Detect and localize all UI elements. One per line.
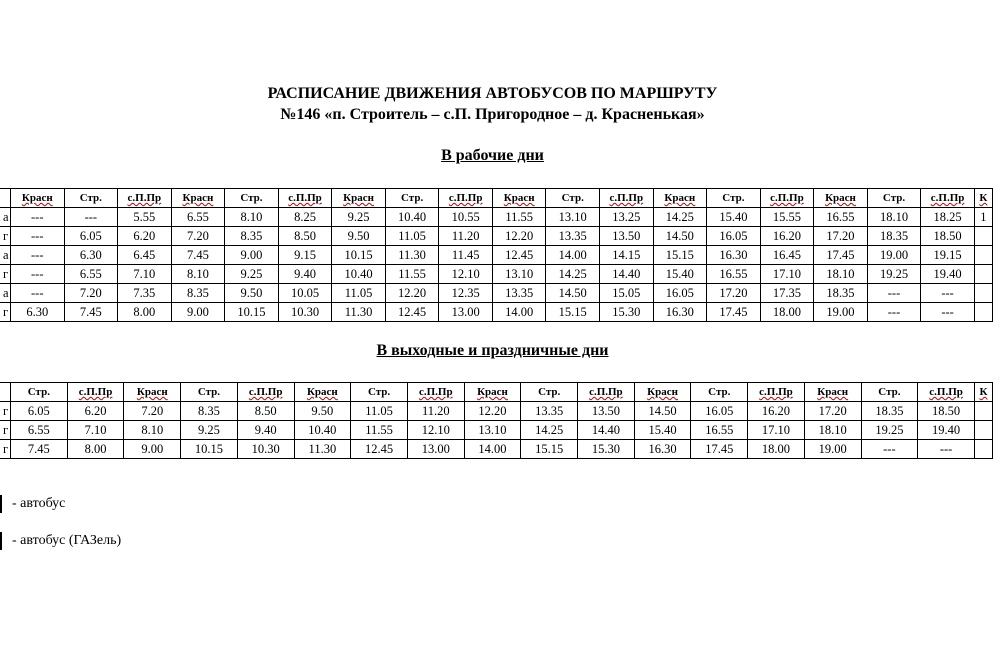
column-header: Красн [332,189,386,208]
legend-gazel [0,532,121,550]
time-cell: 17.45 [691,440,748,459]
time-cell: 11.30 [332,303,386,322]
legend-bus-marker [0,495,2,513]
time-cell: 7.45 [64,303,118,322]
column-header: К [974,383,992,402]
column-header: с.П.Пр [237,383,294,402]
time-cell: 7.35 [118,284,172,303]
time-cell: --- [11,265,65,284]
time-cell: 5.55 [118,208,172,227]
column-header: Красн [464,383,521,402]
time-cell: 18.50 [918,402,975,421]
column-header: Стр. [64,189,118,208]
time-cell: 19.25 [861,421,918,440]
column-header: Стр. [691,383,748,402]
time-cell: 14.25 [521,421,578,440]
time-cell: 8.35 [225,227,279,246]
time-cell: 6.05 [64,227,118,246]
time-cell: 12.10 [439,265,493,284]
legend-bus [0,495,65,513]
time-cell: 6.05 [11,402,68,421]
column-header: с.П.Пр [278,189,332,208]
bus-type-cell: а [0,284,11,303]
time-cell: 15.15 [546,303,600,322]
time-cell: 11.45 [439,246,493,265]
time-cell: --- [11,227,65,246]
column-header: К [974,189,992,208]
time-cell: 6.45 [118,246,172,265]
time-cell: 8.50 [237,402,294,421]
time-cell [974,402,992,421]
legend-bus-label: - автобус [12,496,66,512]
time-cell: 9.50 [294,402,351,421]
time-cell: 16.45 [760,246,814,265]
column-header: Красн [634,383,691,402]
time-cell [974,440,992,459]
column-header: с.П.Пр [578,383,635,402]
weekday-schedule-table [0,188,993,322]
time-cell: 13.50 [600,227,654,246]
time-cell: 15.55 [760,208,814,227]
column-header: с.П.Пр [67,383,124,402]
time-cell: --- [867,284,921,303]
time-cell: 11.55 [351,421,408,440]
time-cell: 14.40 [578,421,635,440]
time-cell: 14.15 [600,246,654,265]
time-cell: 16.55 [691,421,748,440]
column-header: с.П.Пр [600,189,654,208]
time-cell: 18.25 [921,208,975,227]
time-cell [974,303,992,322]
column-header: Стр. [225,189,279,208]
bus-type-cell: а [0,246,11,265]
time-cell: 16.05 [707,227,761,246]
bus-type-cell: г [0,265,11,284]
weekend-heading: В выходные и праздничные дни [376,342,609,359]
time-cell: 8.10 [124,421,181,440]
time-cell [974,265,992,284]
column-header: Красн [492,189,546,208]
time-cell: 13.35 [521,402,578,421]
time-cell: 10.55 [439,208,493,227]
time-cell: 18.10 [867,208,921,227]
bus-type-cell: г [0,421,11,440]
time-cell: 15.30 [600,303,654,322]
time-cell: 7.20 [124,402,181,421]
time-cell: 10.40 [385,208,439,227]
time-cell: 10.15 [225,303,279,322]
time-cell [974,246,992,265]
time-cell: 13.35 [492,284,546,303]
column-header: Стр. [867,189,921,208]
time-cell: 8.00 [67,440,124,459]
time-cell: 9.40 [237,421,294,440]
time-cell: 11.30 [385,246,439,265]
time-cell: 15.15 [521,440,578,459]
time-cell: 16.30 [707,246,761,265]
column-header: Стр. [861,383,918,402]
time-cell: --- [11,246,65,265]
time-cell: 8.50 [278,227,332,246]
column-header: Стр. [521,383,578,402]
time-cell: 18.10 [804,421,861,440]
time-cell: 11.30 [294,440,351,459]
column-header [0,189,11,208]
time-cell: 17.20 [804,402,861,421]
time-cell: 9.25 [181,421,238,440]
time-cell: 11.05 [385,227,439,246]
time-cell: 16.30 [634,440,691,459]
time-cell: 10.40 [332,265,386,284]
time-cell: 15.15 [653,246,707,265]
time-cell: 15.40 [707,208,761,227]
time-cell: --- [867,303,921,322]
time-cell: 8.00 [118,303,172,322]
time-cell: 1 [974,208,992,227]
time-cell: 6.20 [118,227,172,246]
bus-type-cell: г [0,402,11,421]
time-cell: 16.05 [691,402,748,421]
column-header: Красн [814,189,868,208]
time-cell: 19.00 [804,440,861,459]
time-cell: 15.30 [578,440,635,459]
time-cell: 7.10 [118,265,172,284]
time-cell: 10.05 [278,284,332,303]
time-cell [974,227,992,246]
time-cell: 9.40 [278,265,332,284]
time-cell: 17.35 [760,284,814,303]
time-cell: 11.20 [407,402,464,421]
time-cell: 18.50 [921,227,975,246]
time-cell: 13.10 [464,421,521,440]
time-cell: 17.20 [814,227,868,246]
header-row [0,383,992,402]
table-row [0,303,992,322]
time-cell: 19.00 [867,246,921,265]
time-cell: 13.00 [407,440,464,459]
time-cell: 16.05 [653,284,707,303]
time-cell: 8.35 [181,402,238,421]
time-cell: 16.30 [653,303,707,322]
time-cell: 18.00 [748,440,805,459]
time-cell: 9.00 [171,303,225,322]
title-line-1: РАСПИСАНИЕ ДВИЖЕНИЯ АВТОБУСОВ ПО МАРШРУТУ [267,85,718,102]
time-cell: 15.40 [653,265,707,284]
time-cell: 11.05 [351,402,408,421]
time-cell: 8.25 [278,208,332,227]
time-cell: --- [921,303,975,322]
time-cell: 14.40 [600,265,654,284]
column-header: Стр. [11,383,68,402]
column-header: с.П.Пр [921,189,975,208]
column-header: Красн [804,383,861,402]
time-cell: 8.35 [171,284,225,303]
time-cell: 18.35 [867,227,921,246]
time-cell: 12.20 [492,227,546,246]
time-cell: 9.00 [124,440,181,459]
weekday-heading: В рабочие дни [441,147,544,164]
time-cell: 11.20 [439,227,493,246]
column-header: с.П.Пр [918,383,975,402]
time-cell: 12.20 [385,284,439,303]
time-cell: 14.00 [546,246,600,265]
time-cell: 13.10 [492,265,546,284]
time-cell: 13.00 [439,303,493,322]
header-row [0,189,992,208]
weekend-schedule-table [0,382,993,459]
legend-gazel-label: - автобус (ГАЗель) [12,533,122,549]
time-cell: 7.45 [11,440,68,459]
table-row [0,208,992,227]
time-cell: 14.25 [546,265,600,284]
time-cell: 9.00 [225,246,279,265]
time-cell: 12.35 [439,284,493,303]
bus-type-cell: г [0,303,11,322]
column-header: Стр. [351,383,408,402]
time-cell: --- [11,284,65,303]
time-cell: 6.55 [11,421,68,440]
time-cell: 17.10 [748,421,805,440]
time-cell: 7.45 [171,246,225,265]
table-row [0,402,992,421]
time-cell: 6.30 [64,246,118,265]
time-cell: 8.10 [171,265,225,284]
title-line-2: №146 «п. Строитель – с.П. Пригородное – д. Красненькая» [280,106,705,123]
table-row [0,246,992,265]
time-cell: 15.05 [600,284,654,303]
column-header: Красн [11,189,65,208]
time-cell [974,284,992,303]
time-cell: 14.00 [492,303,546,322]
time-cell: 13.50 [578,402,635,421]
column-header: Стр. [707,189,761,208]
column-header: Стр. [181,383,238,402]
time-cell: 12.45 [351,440,408,459]
time-cell: 19.25 [867,265,921,284]
time-cell: 6.30 [11,303,65,322]
time-cell: 19.40 [921,265,975,284]
time-cell: 7.20 [64,284,118,303]
time-cell: 10.30 [278,303,332,322]
time-cell: 19.40 [918,421,975,440]
time-cell: 12.20 [464,402,521,421]
time-cell: 12.45 [492,246,546,265]
time-cell: 19.00 [814,303,868,322]
time-cell: 9.15 [278,246,332,265]
time-cell: --- [861,440,918,459]
time-cell: 9.25 [332,208,386,227]
time-cell: 12.45 [385,303,439,322]
time-cell: 14.50 [653,227,707,246]
time-cell: 16.20 [748,402,805,421]
column-header [0,383,11,402]
time-cell: 18.35 [861,402,918,421]
column-header: с.П.Пр [439,189,493,208]
table-row [0,421,992,440]
time-cell: 11.55 [492,208,546,227]
time-cell: 16.20 [760,227,814,246]
column-header: Стр. [385,189,439,208]
time-cell: 10.30 [237,440,294,459]
column-header: с.П.Пр [118,189,172,208]
time-cell: 11.05 [332,284,386,303]
column-header: Красн [653,189,707,208]
column-header: с.П.Пр [407,383,464,402]
time-cell: 6.20 [67,402,124,421]
time-cell: --- [64,208,118,227]
time-cell: 17.45 [814,246,868,265]
time-cell: 13.10 [546,208,600,227]
table-row [0,265,992,284]
legend-gazel-marker [0,532,2,550]
time-cell: 15.40 [634,421,691,440]
column-header: Красн [294,383,351,402]
column-header: Красн [171,189,225,208]
time-cell: 14.50 [634,402,691,421]
time-cell: --- [918,440,975,459]
time-cell: 7.10 [67,421,124,440]
time-cell: 8.10 [225,208,279,227]
time-cell: 13.25 [600,208,654,227]
time-cell: 19.15 [921,246,975,265]
bus-type-cell: г [0,227,11,246]
time-cell: --- [921,284,975,303]
time-cell: 10.15 [181,440,238,459]
time-cell: 13.35 [546,227,600,246]
time-cell: 17.10 [760,265,814,284]
time-cell [974,421,992,440]
column-header: с.П.Пр [760,189,814,208]
time-cell: 9.25 [225,265,279,284]
bus-type-cell: г [0,440,11,459]
time-cell: 7.20 [171,227,225,246]
time-cell: 18.10 [814,265,868,284]
time-cell: 6.55 [64,265,118,284]
time-cell: 9.50 [332,227,386,246]
time-cell: 10.40 [294,421,351,440]
time-cell: 18.35 [814,284,868,303]
time-cell: 17.20 [707,284,761,303]
time-cell: 14.25 [653,208,707,227]
table-row [0,227,992,246]
time-cell: 12.10 [407,421,464,440]
column-header: Стр. [546,189,600,208]
table-row [0,440,992,459]
time-cell: 14.50 [546,284,600,303]
time-cell: 17.45 [707,303,761,322]
time-cell: 16.55 [814,208,868,227]
time-cell: 16.55 [707,265,761,284]
document-title [0,83,985,125]
time-cell: 9.50 [225,284,279,303]
time-cell: 18.00 [760,303,814,322]
time-cell: --- [11,208,65,227]
time-cell: 10.15 [332,246,386,265]
column-header: Красн [124,383,181,402]
table-row [0,284,992,303]
time-cell: 14.00 [464,440,521,459]
bus-type-cell: а [0,208,11,227]
time-cell: 6.55 [171,208,225,227]
time-cell: 11.55 [385,265,439,284]
column-header: с.П.Пр [748,383,805,402]
